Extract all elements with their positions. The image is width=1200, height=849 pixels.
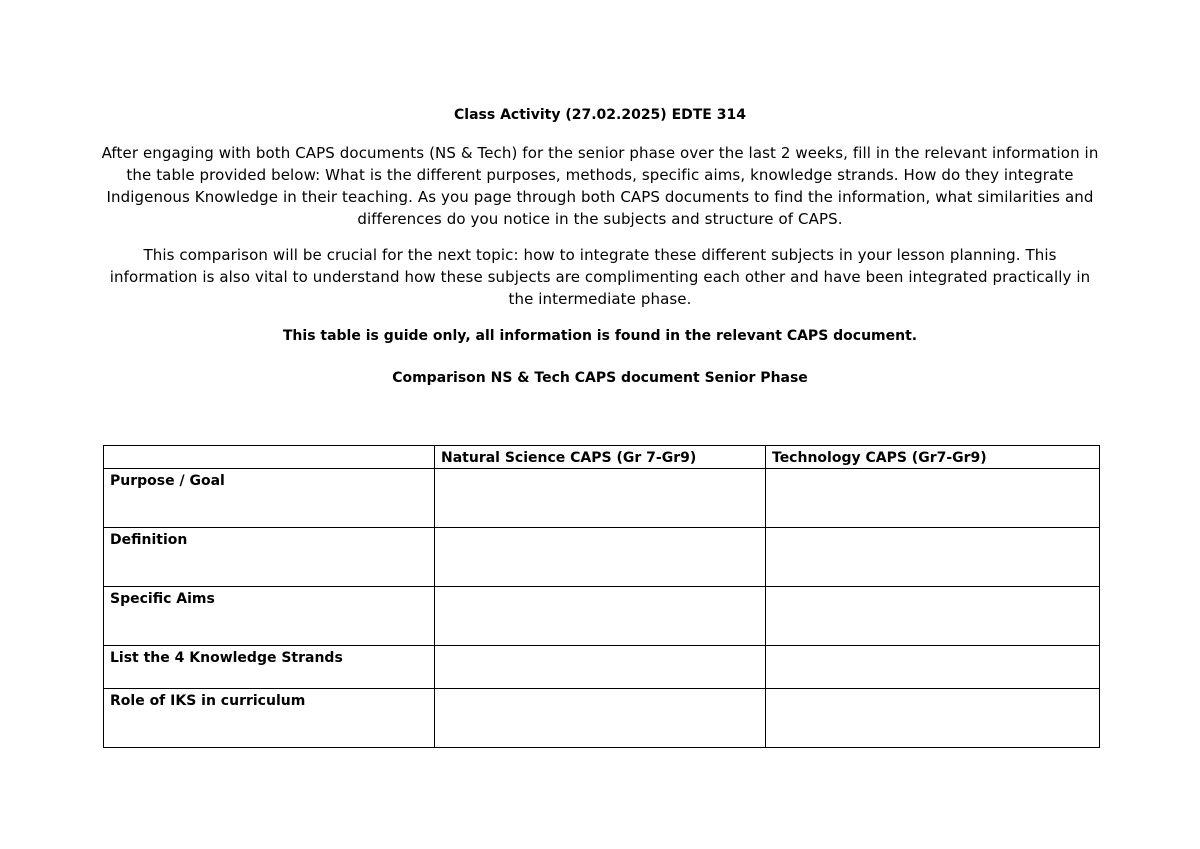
document-title: Class Activity (27.02.2025) EDTE 314 [454,107,746,123]
ns-cell[interactable] [435,587,766,646]
tech-cell[interactable] [766,646,1100,689]
comparison-table [103,445,1100,748]
table-header-row [104,446,1100,469]
ns-cell[interactable] [435,646,766,689]
instructions-paragraph: After engaging with both CAPS documents (NS & Tech) for the senior phase over the last 2 weeks, fill in the relevant information in the table provided below: What is the different purposes, methods, specific aims, knowledge strands. How do they integrate Indigenous Knowledge in their teaching. As you page through both CAPS documents to find the information, what similarities and differences do you notice in the subjects and structure of CAPS. [101,144,1099,228]
row-label: Definition [104,528,435,587]
context-paragraph: This comparison will be crucial for the next topic: how to integrate these different subjects in your lesson planning. This information is also vital to understand how these subjects are complimenting each other and have been integrated practically in the intermediate phase. [109,246,1091,308]
table-row [104,689,1100,748]
header-cell-technology: Technology CAPS (Gr7-Gr9) [766,446,1100,469]
ns-cell[interactable] [435,689,766,748]
row-label: Role of IKS in curriculum [104,689,435,748]
header-cell-natural-science: Natural Science CAPS (Gr 7-Gr9) [435,446,766,469]
header-cell-empty [104,446,435,469]
guide-note: This table is guide only, all information is found in the relevant CAPS document. [282,328,918,344]
table-title: Comparison NS & Tech CAPS document Senior Phase [392,370,808,386]
table-row [104,587,1100,646]
tech-cell[interactable] [766,528,1100,587]
tech-cell[interactable] [766,469,1100,528]
ns-cell[interactable] [435,528,766,587]
tech-cell[interactable] [766,689,1100,748]
ns-cell[interactable] [435,469,766,528]
table-row [104,646,1100,689]
row-label: Specific Aims [104,587,435,646]
table-row [104,469,1100,528]
row-label: Purpose / Goal [104,469,435,528]
row-label: List the 4 Knowledge Strands [104,646,435,689]
table-row [104,528,1100,587]
tech-cell[interactable] [766,587,1100,646]
